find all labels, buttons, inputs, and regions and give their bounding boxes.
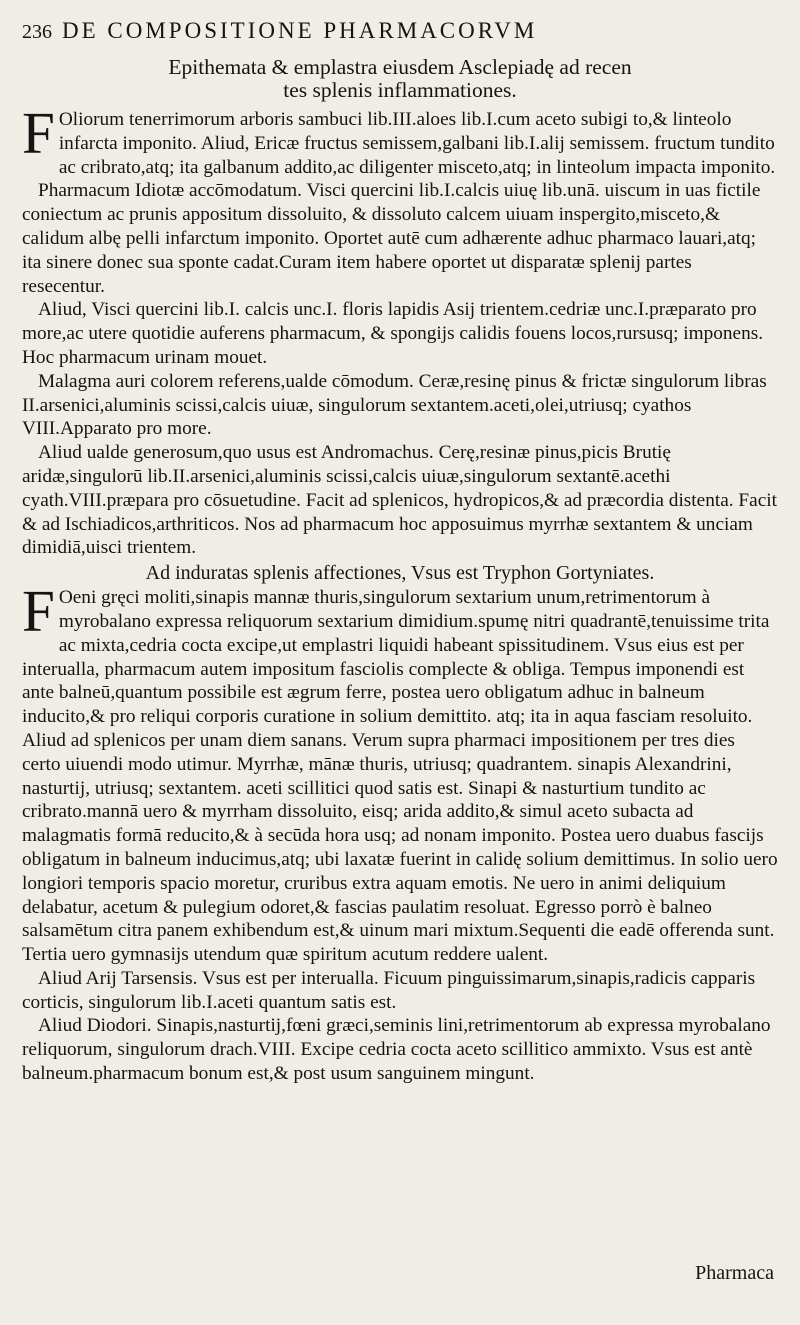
paragraph-2: Pharmacum Idiotæ accōmodatum. Visci quercini lib.I.calcis uiuę lib.unā. uiscum in uas fictile coniectum ac prunis appositum dissoluito, & dissoluto calcem uiuam inspergito,misceto,& calidum albę pelli infarctum imponito. Oportet autē cum adhærente adhuc pharmaco lauari,atq; ita sinere donec sua sponte cadat.Curam item habere oportet ut disparatæ splenij partes resecentur. (22, 180, 761, 297)
drop-initial: F (22, 578, 55, 645)
paragraph-5: Aliud ualde generosum,quo usus est Andromachus. Cerę,resinæ pinus,picis Brutię aridæ,singulorū lib.II.arsenici,aluminis scissi,calcis uiuæ,singulorum sextantē.acethi cyath.VIII.præpara pro cōsuetudine. Facit ad splenicos, hydropicos,& ad præcordia distenta. Facit & ad Ischiadicos,arthriticos. Nos ad pharmacum hoc apposuimus myrrhæ sextantem & unciam dimidiā,uisci trientem. (22, 442, 777, 559)
paragraph-8: Aliud Diodori. Sinapis,nasturtij,fœni græci,seminis lini,retrimentorum ab expressa myrobalano reliquorum, singulorum drach.VIII. Excipe cedria cocta aceto scillitico ammixto. Vsus est antè balneum.pharmacum bonum est,& post usum sanguinem mingunt. (22, 1015, 771, 1085)
paragraph-6 (22, 578, 778, 967)
section-title-line-1: Epithemata & emplastra eiusdem Asclepiadę ad recen (168, 55, 632, 79)
drop-initial: F (22, 100, 55, 166)
subheading: Ad induratas splenis affectiones, Vsus est Tryphon Gortyniates. (145, 562, 655, 585)
section-title (22, 56, 778, 102)
page-number: 236 (22, 21, 52, 43)
paragraph-7: Aliud Arij Tarsensis. Vsus est per interualla. Ficuum pinguissimarum,sinapis,radicis capparis corticis, singulorum lib.I.aceti quantum satis est. (22, 967, 756, 1013)
body-text (22, 100, 778, 1086)
paragraph-4: Malagma auri colorem referens,ualde cōmodum. Ceræ,resinę pinus & frictæ singulorum libras II.arsenici,aluminis scissi,calcis uiuæ, singulorum sextantem.aceti,olei,utriusq; cyathos VIII.Apparato pro more. (22, 370, 767, 440)
running-head (22, 18, 778, 52)
paragraph-text: Oeni gręci moliti,sinapis mannæ thuris,singulorum sextarium unum,retrimentorum à myrobalano expressa reliquorum sextarium dimidium.spumę nitri quadrantē,tenuissime trita ac mixta,cedria cocta excipe,ut emplastri liquidi habeant spissitudinem. Vsus eius est per interualla, pharmacum autem impositum fasciolis complecte & obliga. Tempus imponendi est ante balneū,quantum possibile est ægrum ferre, postea uero obligatum adhuc in balneum inducito,& pro reliqui corporis curatione in solium demittito. atq; ita in aqua fasciam resoluito. Aliud ad splenicos per unam diem sanans. Verum supra pharmaci impositionem per tres dies certo uiuendi modo utimur. Myrrhæ, mānæ thuris, utriusq; quadrantem. sinapis Alexandrini, nasturtij, utriusq; sextantem. aceti scillitici quod satis est. Sinapi & nasturtium tundito ac cribrato.mannā uero & myrrham dissoluito, eisq; arida addito,& simul aceto subacta ad malagmatis formā reducito,& à secūda hora usq; ad nonam imponito. Postea uero duabus fascijs obligatum in balneum inducimus,atq; ubi laxatæ fuerint in calidę solium demittimus. In solio uero longiori temporis spacio moretur, cruribus extra aquam emotis. Ne uero in animi deliquium delabatur, acetum & pulegium odoret,& fascias paulatim resoluat. Egresso porrò è balneo salsamētum citra panem exhibendum est,& uinum mari mixtum.Sequenti die eadē offerenda sunt. Tertia uero gymnasijs utendum quæ spiritum acutum reddere ualent. (22, 587, 778, 966)
catchword: Pharmaca (695, 1262, 774, 1284)
section-title-line-2: tes splenis inflammationes. (283, 78, 517, 102)
paragraph-3: Aliud, Visci quercini lib.I. calcis unc.I. floris lapidis Asij trientem.cedriæ unc.I.præparato pro more,ac utere quotidie auferens pharmacum, & spongijs calidis fouens locos,rursusq; imponens. Hoc pharmacum urinam mouet. (22, 299, 764, 368)
paragraph-text: Oliorum tenerrimorum arboris sambuci lib.III.aloes lib.I.cum aceto subigi to,& linteolo infarcta imponito. Aliud, Ericæ fructus semissem,galbani lib.I.alij semissem. fructum tundito ac cribrato,atq; ita galbanum addito,ac diligenter misceto,atq; in linteolum impacta imponito. (58, 109, 776, 178)
running-title: DE COMPOSITIONE PHARMACORVM (62, 18, 538, 43)
paragraph-1 (22, 100, 778, 179)
